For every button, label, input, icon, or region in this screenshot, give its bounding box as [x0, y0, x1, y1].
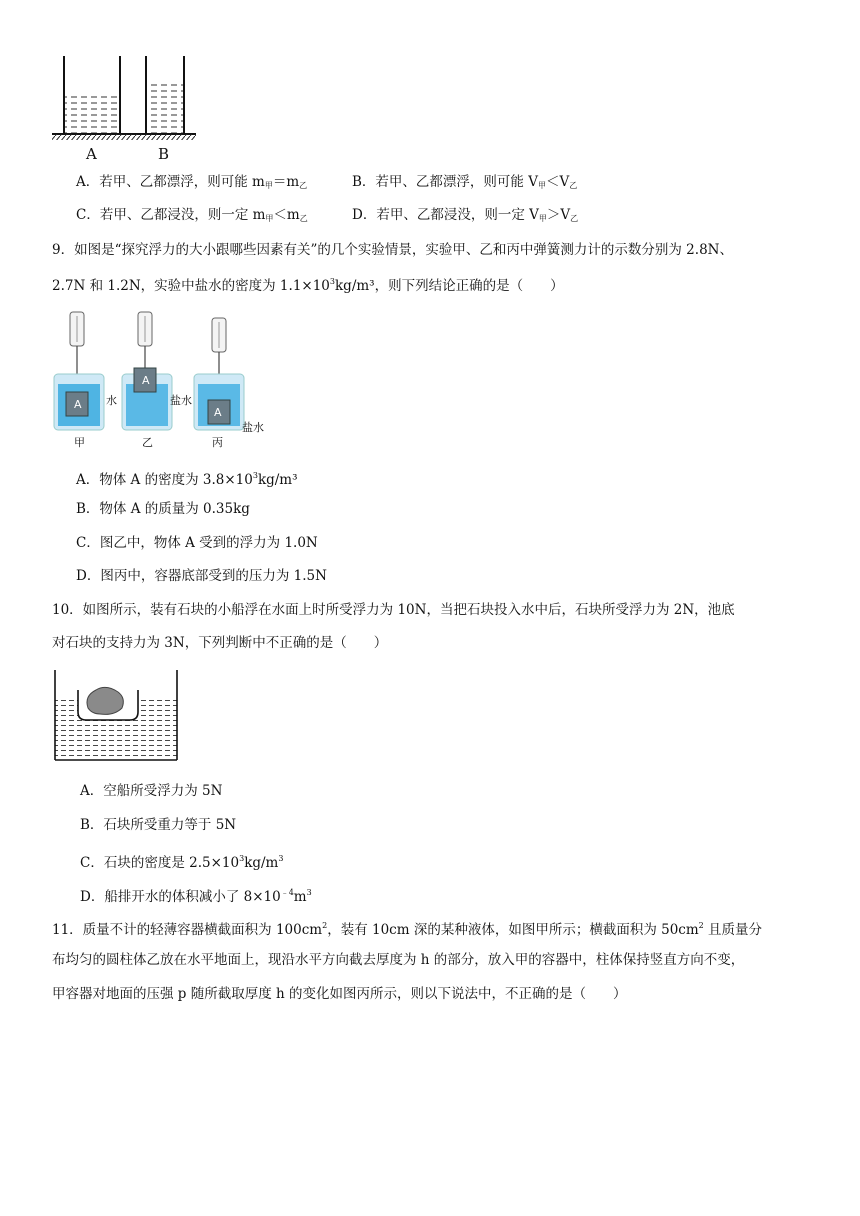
beaker-yi [122, 312, 172, 430]
q11-stem-line1: 11．质量不计的轻薄容器横截面积为 $100cm^2$，装有 10cm 深的某种液体，如图甲所示；横截面积为 $50cm^2$ 且质量分 [52, 921, 763, 938]
q8-option-d: D．若甲、乙都浸没，则一定 $V_甲>V_乙$ [352, 207, 579, 223]
q8-figure [50, 52, 210, 167]
figure-label-a: A [86, 145, 97, 163]
q9-option-c: C．图乙中，物体 A 受到的浮力为 1.0N [76, 535, 318, 551]
q9-option-d: D．图丙中，容器底部受到的压力为 1.5N [76, 568, 327, 584]
q11-stem-line3: 甲容器对地面的压强 p 随所截取厚度 h 的变化如图丙所示，则以下说法中，不正确的是（ ） [52, 986, 627, 1002]
caption-jia: 甲 [74, 436, 85, 449]
q9-stem-line2: 2.7N 和 1.2N，实验中盐水的密度为 $1.1\times 10^3kg/m^3$，则下列结论正确的是（ ） [52, 277, 564, 294]
q9-option-a: A．物体 A 的密度为 $3.8\times 10^3kg/m^3$ [76, 471, 298, 488]
beaker-jia [54, 312, 104, 430]
q10-option-b: B．石块所受重力等于 5N [80, 817, 237, 833]
q8-option-a: A．若甲、乙都漂浮，则可能 $m_甲=m_乙$ [76, 174, 308, 190]
block-label-3: A [214, 406, 222, 419]
q9-option-b: B．物体 A 的质量为 0.35kg [76, 501, 250, 517]
q10-option-d: D．船排开水的体积减小了 $8\times 10^{﹣4}m^3$ [80, 888, 312, 905]
q11-stem-line2: 布均匀的圆柱体乙放在水平地面上，现沿水平方向截去厚度为 h 的部分，放入甲的容器中，柱体保持竖直方向不变， [52, 952, 745, 968]
q8-option-c: C．若甲、乙都浸没，则一定 $m_甲<m_乙$ [76, 207, 308, 223]
q10-figure [52, 668, 182, 764]
caption-yi: 乙 [142, 436, 153, 449]
q8-option-b: B．若甲、乙都漂浮，则可能 $V_甲<V_乙$ [352, 174, 578, 190]
figure-label-b: B [158, 145, 170, 163]
q10-option-a: A．空船所受浮力为 5N [80, 783, 223, 799]
block-label-2: A [142, 374, 150, 387]
liquid-label-brine-1: 盐水 [170, 394, 192, 407]
q9-stem-line1: 9．如图是“探究浮力的大小跟哪些因素有关”的几个实验情景，实验甲、乙和丙中弹簧测力计的示数分别为 2.8N、 [52, 242, 733, 258]
caption-bing: 丙 [212, 436, 223, 449]
q10-stem-line2: 对石块的支持力为 3N，下列判断中不正确的是（ ） [52, 635, 388, 651]
block-label-1: A [74, 398, 82, 411]
liquid-label-brine-2: 盐水 [242, 421, 264, 434]
q10-option-c: C．石块的密度是 $2.5\times 10^3kg/m^3$ [80, 854, 284, 871]
q10-stem-line1: 10．如图所示，装有石块的小船浮在水面上时所受浮力为 10N，当把石块投入水中后，石块所受浮力为 2N，池底 [52, 602, 735, 618]
liquid-label-water: 水 [106, 394, 117, 407]
